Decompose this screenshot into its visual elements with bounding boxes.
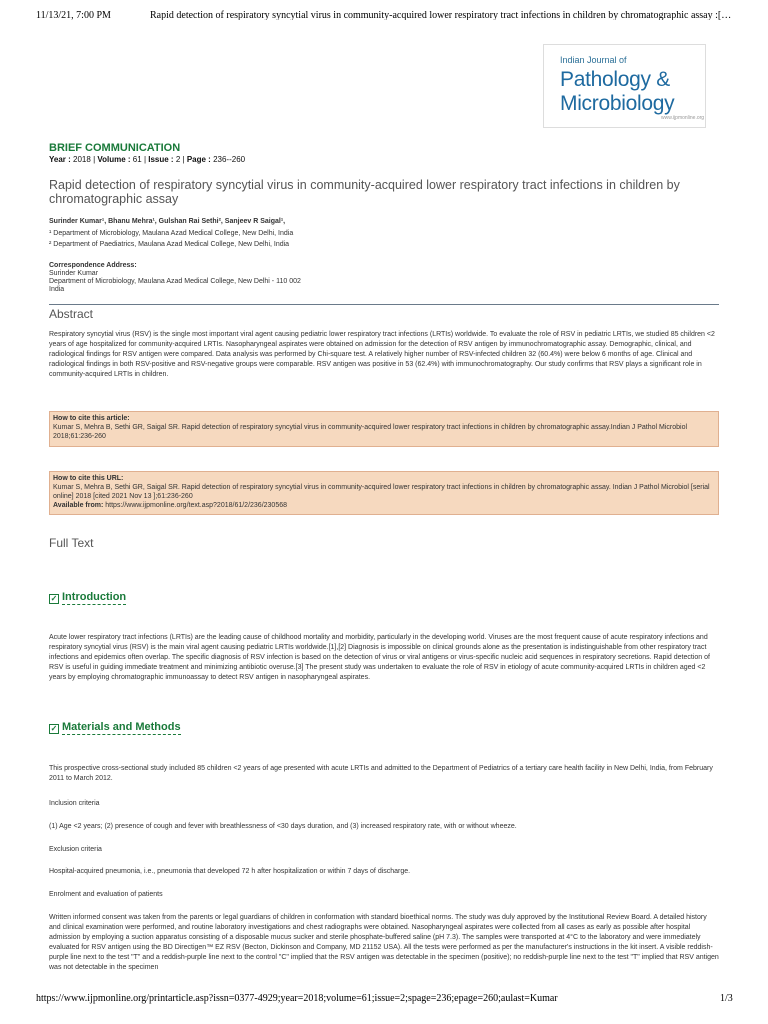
page-label: Page : xyxy=(186,155,211,164)
affiliation-1: ¹ Department of Microbiology, Maulana Azad Medical College, New Delhi, India xyxy=(49,230,294,237)
correspondence-address xyxy=(49,262,301,294)
year-value: 2018 xyxy=(73,155,91,164)
logo-line2: Pathology & xyxy=(560,68,670,91)
checkbox-icon: ✓ xyxy=(50,594,58,603)
introduction-heading: Introduction xyxy=(62,591,127,603)
cite-url-text: Kumar S, Mehra B, Sethi GR, Saigal SR. Rapid detection of respiratory syncytial virus in community-acquired lower respiratory tract infections in children by chromatographic assay. Indian J Pathol Microbiol [serial online] 2018 [cited 2021 Nov 13 ];61:236-260 xyxy=(53,484,710,500)
footer-page-number: 1/3 xyxy=(720,993,733,1004)
footer-url: https://www.ijpmonline.org/printarticle.asp?issn=0377-4929;year=2018;volume=61;issue=2;spage=236;epage=260;aulast=Kumar xyxy=(36,993,558,1004)
enrolment-text: Written informed consent was taken from the parents or legal guardians of children in conformation with standard bioethical norms. The study was duly approved by the Institutional Review Board. A detailed history and clinical examination were performed, and routine laboratory investigations and chest radiographs were obtained. Nasopharyngeal aspirates were collected from all cases as early as possible after hospital admission by employing a suction apparatus consisting of a disposable mucus sucker and sterile phosphate-buffered saline (pH 7.3). The samples were transported at 4°C to the laboratory and were immediately evaluated for RSV antigen using the BD Directigen™ EZ RSV (Becton, Dickinson and Company, MD 21152 USA). All the tests were performed as per the manufacturer's instructions in the kit insert. A visible reddish-purple line next to the test "T" and a reddish-purple line next to the control "C" implied that the RSV antigen was detectable in the specimen (positive); no reddish-purple line next to the test "T" implied that RSV antigen was not detectable in the specimen xyxy=(49,914,719,971)
methods-paragraph: This prospective cross-sectional study included 85 children <2 years of age presented with acute LRTIs and admitted to the Department of Pediatrics of a tertiary care health facility in New Delhi, India, from February 2011 to March 2012. xyxy=(49,765,713,782)
issue-value: 2 xyxy=(175,155,181,164)
available-from-link[interactable]: https://www.ijpmonline.org/text.asp?2018/61/2/236/230568 xyxy=(105,502,287,509)
available-from-label: Available from: xyxy=(53,502,104,509)
correspondence-label: Correspondence Address: xyxy=(49,262,137,269)
exclusion-text: Hospital-acquired pneumonia, i.e., pneumonia that developed 72 h after hospitalization or within 7 days of discharge. xyxy=(49,868,411,875)
correspondence-country: India xyxy=(49,286,65,293)
divider xyxy=(49,304,719,305)
enrolment-heading: Enrolment and evaluation of patients xyxy=(49,891,163,898)
inclusion-heading: Inclusion criteria xyxy=(49,800,100,807)
issue-label: Issue : xyxy=(148,155,174,164)
journal-logo[interactable] xyxy=(543,44,706,128)
logo-url: www.ijpmonline.org xyxy=(661,115,705,121)
logo-line3: Microbiology xyxy=(560,92,675,115)
cite-article-text: Kumar S, Mehra B, Sethi GR, Saigal SR. Rapid detection of respiratory syncytial virus in community-acquired lower respiratory tract infections in children by chromatographic assay.Indian J Pathol Microbiol 2018;61:236-260 xyxy=(53,424,688,440)
print-header xyxy=(0,6,768,20)
volume-label: Volume : xyxy=(97,155,131,164)
article-meta: Year : 2018 | Volume : 61 | Issue : 2 | Page : 236--260 xyxy=(49,155,246,164)
article-title: Rapid detection of respiratory syncytial virus in community-acquired lower respiratory tract infections in children by chromatographic assay xyxy=(49,178,680,206)
cite-article-label: How to cite this article: xyxy=(53,415,130,422)
article-type: BRIEF COMMUNICATION xyxy=(49,142,181,154)
cite-url-label: How to cite this URL: xyxy=(53,475,124,482)
checkbox-icon: ✓ xyxy=(50,724,58,733)
correspondence-name: Surinder Kumar xyxy=(49,270,99,277)
correspondence-dept: Department of Microbiology, Maulana Azad Medical College, New Delhi - 110 002 xyxy=(49,278,301,285)
inclusion-text: (1) Age <2 years; (2) presence of cough and fever with breathlessness of <30 days duration, and (3) increased respiratory rate, with or without wheeze. xyxy=(49,823,517,830)
affiliation-2: ² Department of Paediatrics, Maulana Azad Medical College, New Delhi, India xyxy=(49,241,290,248)
methods-heading: Materials and Methods xyxy=(62,721,181,733)
print-footer xyxy=(0,993,768,1007)
abstract-text: Respiratory syncytial virus (RSV) is the single most important viral agent causing pediatric lower respiratory tract infections (LRTIs) worldwide. To evaluate the role of RSV in pediatric LRTIs, we studied 85 children <2 years of age hospitalized for community-acquired LRTIs. Nasopharyngeal aspirates were obtained on admission for the detection of RSV antigen by immunochromatographic assay. Demographic, clinical, and radiological findings for RSV antigen were compared. Data analysis was performed by Chi-square test. A relatively higher number of RSV-infected children 32 (60.4%) were below 6 months of age. Clinical and radiological findings in both RSV-positive and RSV-negative groups were comparable. RSV antigen was positive in 53 (62.4%) with immunochromatography. Our study confirms that RSV plays a significant role in community-acquired LRTIs in children. xyxy=(49,331,715,378)
section-materials-methods[interactable] xyxy=(49,721,181,734)
year-label: Year : xyxy=(49,155,71,164)
cite-article-box xyxy=(49,411,719,447)
cite-url-box xyxy=(49,471,719,515)
introduction-text: Acute lower respiratory tract infections (LRTIs) are the leading cause of childhood mortality and morbidity, particularly in the developing world. Viruses are the most frequent cause of acute respiratory infections and respiratory syncytial virus (RSV) is the main viral agent causing pediatric LRTIs worldwide.[1],[2] Diagnosis is impossible on clinical grounds alone as the presentation is indistinguishable from other respiratory tract infections and epidemics often overlap. The specific diagnosis of RSV infection is based on the detection of virus or viral antigens or virus-specific nucleic acid sequences in respiratory secretions. Rapid detection of RSV is useful in guiding immediate treatment and minimizing antibiotic overuse.[3] The present study was undertaken to evaluate the role of RSV in etiology of acute community-acquired LRTIs in children aged <2 years by employing chromatographic immunoassay to detect RSV antigen in nasopharyngeal aspirates. xyxy=(49,634,710,681)
volume-value: 61 xyxy=(132,155,142,164)
section-introduction[interactable] xyxy=(49,591,126,604)
page-value: 236--260 xyxy=(213,155,246,164)
abstract-heading: Abstract xyxy=(49,307,94,321)
exclusion-heading: Exclusion criteria xyxy=(49,846,102,853)
logo-line1: Indian Journal of xyxy=(560,55,627,65)
print-datetime: 11/13/21, 7:00 PM xyxy=(36,10,111,20)
full-text-heading: Full Text xyxy=(49,536,94,550)
print-page-title: Rapid detection of respiratory syncytial virus in community-acquired lower respiratory tract infections in children by chromatographic assay :[… xyxy=(150,10,732,20)
author-list[interactable]: Surinder Kumar¹, Bhanu Mehra¹, Gulshan Rai Sethi², Sanjeev R Saigal¹, xyxy=(49,218,286,225)
